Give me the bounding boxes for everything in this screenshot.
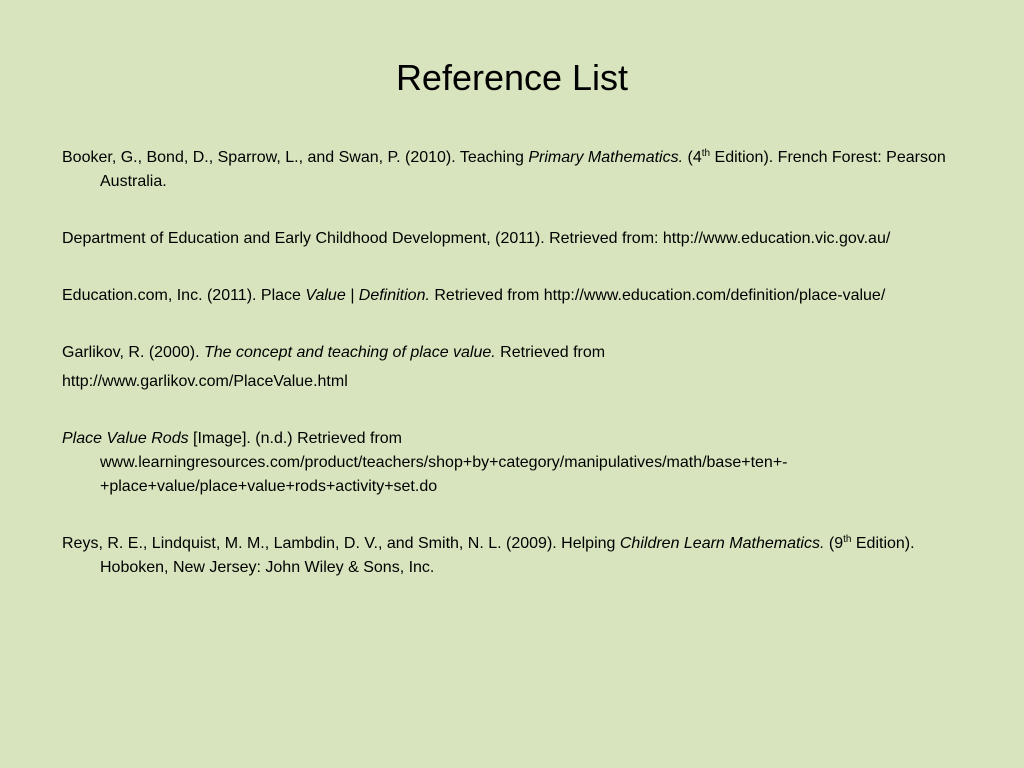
ordinal-suffix: th xyxy=(843,534,852,545)
reference-text: [Image]. (n.d.) Retrieved from www.learningresources.com/product/teachers/shop+by+category/manipulatives/math/base+ten+-+place+value/place+value+rods+activity+set.do xyxy=(100,430,788,495)
reference-text: Reys, R. E., Lindquist, M. M., Lambdin, D. V., and Smith, N. L. (2009). Helping xyxy=(62,535,620,552)
reference-text: Edition). Hoboken, New Jersey: John Wiley & Sons, Inc. xyxy=(100,535,915,576)
reference-text: (9 xyxy=(824,535,844,552)
reference-title: Primary Mathematics. xyxy=(528,149,684,166)
reference-item-reys xyxy=(62,532,962,580)
slide-title: Reference List xyxy=(395,57,629,98)
reference-text: Department of Education and Early Childhood Development, (2011). Retrieved from: http://www.education.vic.gov.au/ xyxy=(62,230,891,247)
reference-item-place-value-rods xyxy=(62,427,962,499)
reference-text: Booker, G., Bond, D., Sparrow, L., and Swan, P. (2010). Teaching xyxy=(62,149,529,166)
reference-text: Retrieved from http://www.education.com/definition/place-value/ xyxy=(429,287,886,304)
reference-url: http://www.garlikov.com/PlaceValue.html xyxy=(62,373,348,390)
reference-title: Children Learn Mathematics. xyxy=(619,535,825,552)
reference-item-education-com xyxy=(62,284,962,308)
ordinal-suffix: th xyxy=(701,148,711,159)
reference-list xyxy=(62,146,962,613)
reference-text: (4 xyxy=(683,149,702,166)
reference-item-booker xyxy=(62,146,962,194)
reference-text: Education.com, Inc. (2011). Place xyxy=(62,287,306,304)
reference-item-deecd xyxy=(62,227,962,251)
reference-title: Place Value Rods xyxy=(62,430,189,447)
reference-title: Value | Definition. xyxy=(305,287,430,304)
reference-text: Garlikov, R. (2000). xyxy=(62,344,204,361)
reference-text: Retrieved from xyxy=(495,344,606,361)
reference-text: Edition). French Forest: Pearson Australia. xyxy=(100,149,946,190)
reference-item-garlikov xyxy=(62,341,962,394)
reference-title: The concept and teaching of place value. xyxy=(203,344,496,361)
